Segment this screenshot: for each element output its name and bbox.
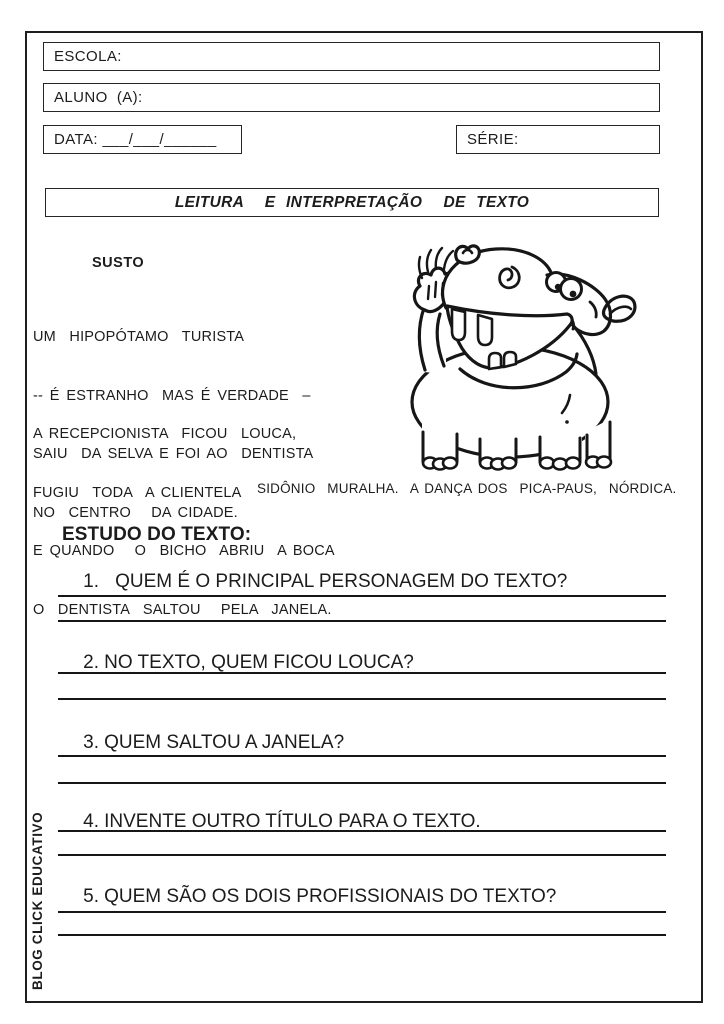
question-4-number: 4. [83, 811, 99, 832]
answer-line-q5-a[interactable] [58, 911, 666, 913]
answer-line-q2-a[interactable] [58, 672, 666, 674]
aluno-label: ALUNO (A): [54, 89, 143, 106]
question-1-text: QUEM É O PRINCIPAL PERSONAGEM DO TEXTO? [115, 571, 568, 592]
question-3 [62, 710, 344, 776]
data-label: DATA: ___/___/______ [54, 131, 217, 148]
hippo-arm [419, 308, 446, 374]
question-1-number: 1. [83, 571, 99, 592]
hippo-left-ear [456, 246, 480, 263]
escola-label: ESCOLA: [54, 48, 122, 65]
question-2-text: NO TEXTO, QUEM FICOU LOUCA? [104, 652, 414, 673]
answer-line-q4-b[interactable] [58, 854, 666, 856]
question-2 [62, 630, 414, 696]
poem-title: SUSTO [92, 255, 145, 271]
answer-line-q5-b[interactable] [58, 934, 666, 936]
escola-field[interactable] [43, 42, 660, 71]
poem-line: NO CENTRO DA CIDADE. [33, 504, 238, 521]
poem-line: E QUANDO O BICHO ABRIU A BOCA [33, 543, 335, 559]
question-4-text: INVENTE OUTRO TÍTULO PARA O TEXTO. [104, 811, 481, 832]
study-heading: ESTUDO DO TEXTO: [62, 524, 252, 545]
answer-line-q2-b[interactable] [58, 698, 666, 700]
answer-line-q3-a[interactable] [58, 755, 666, 757]
aluno-field[interactable] [43, 83, 660, 112]
answer-line-q3-b[interactable] [58, 782, 666, 784]
worksheet-title: LEITURA E INTERPRETAÇÃO DE TEXTO [45, 188, 659, 217]
poem-attribution: SIDÔNIO MURALHA. A DANÇA DOS PICA-PAUS, NÓRDICA. [257, 481, 677, 496]
question-1 [62, 549, 567, 615]
poem-line: A RECEPCIONISTA FICOU LOUCA, [33, 426, 297, 442]
poem-line: SAIU DA SELVA E FOI AO DENTISTA [33, 446, 314, 462]
poem-line: -- É ESTRANHO MAS É VERDADE – [33, 387, 311, 404]
hippo-illustration [400, 242, 640, 477]
blog-watermark: BLOG CLICK EDUCATIVO [30, 811, 45, 990]
question-5-text: QUEM SÃO OS DOIS PROFISSIONAIS DO TEXTO? [104, 886, 557, 907]
poem-stanza-2 [33, 386, 335, 659]
question-4 [62, 789, 481, 855]
answer-line-q1-b[interactable] [58, 620, 666, 622]
question-2-number: 2. [83, 652, 99, 673]
serie-field[interactable] [456, 125, 660, 154]
poem-line: UM HIPOPÓTAMO TURISTA [33, 329, 245, 345]
data-field[interactable] [43, 125, 242, 154]
poem-line: FUGIU TODA A CLIENTELA [33, 484, 242, 501]
question-5-number: 5. [83, 886, 99, 907]
answer-line-q4-a[interactable] [58, 830, 666, 832]
answer-line-q1-a[interactable] [58, 595, 666, 597]
poem-line: O DENTISTA SALTOU PELA JANELA. [33, 601, 332, 618]
question-3-text: QUEM SALTOU A JANELA? [104, 732, 345, 753]
question-5 [62, 864, 556, 930]
question-3-number: 3. [83, 732, 99, 753]
serie-label: SÉRIE: [467, 131, 519, 148]
